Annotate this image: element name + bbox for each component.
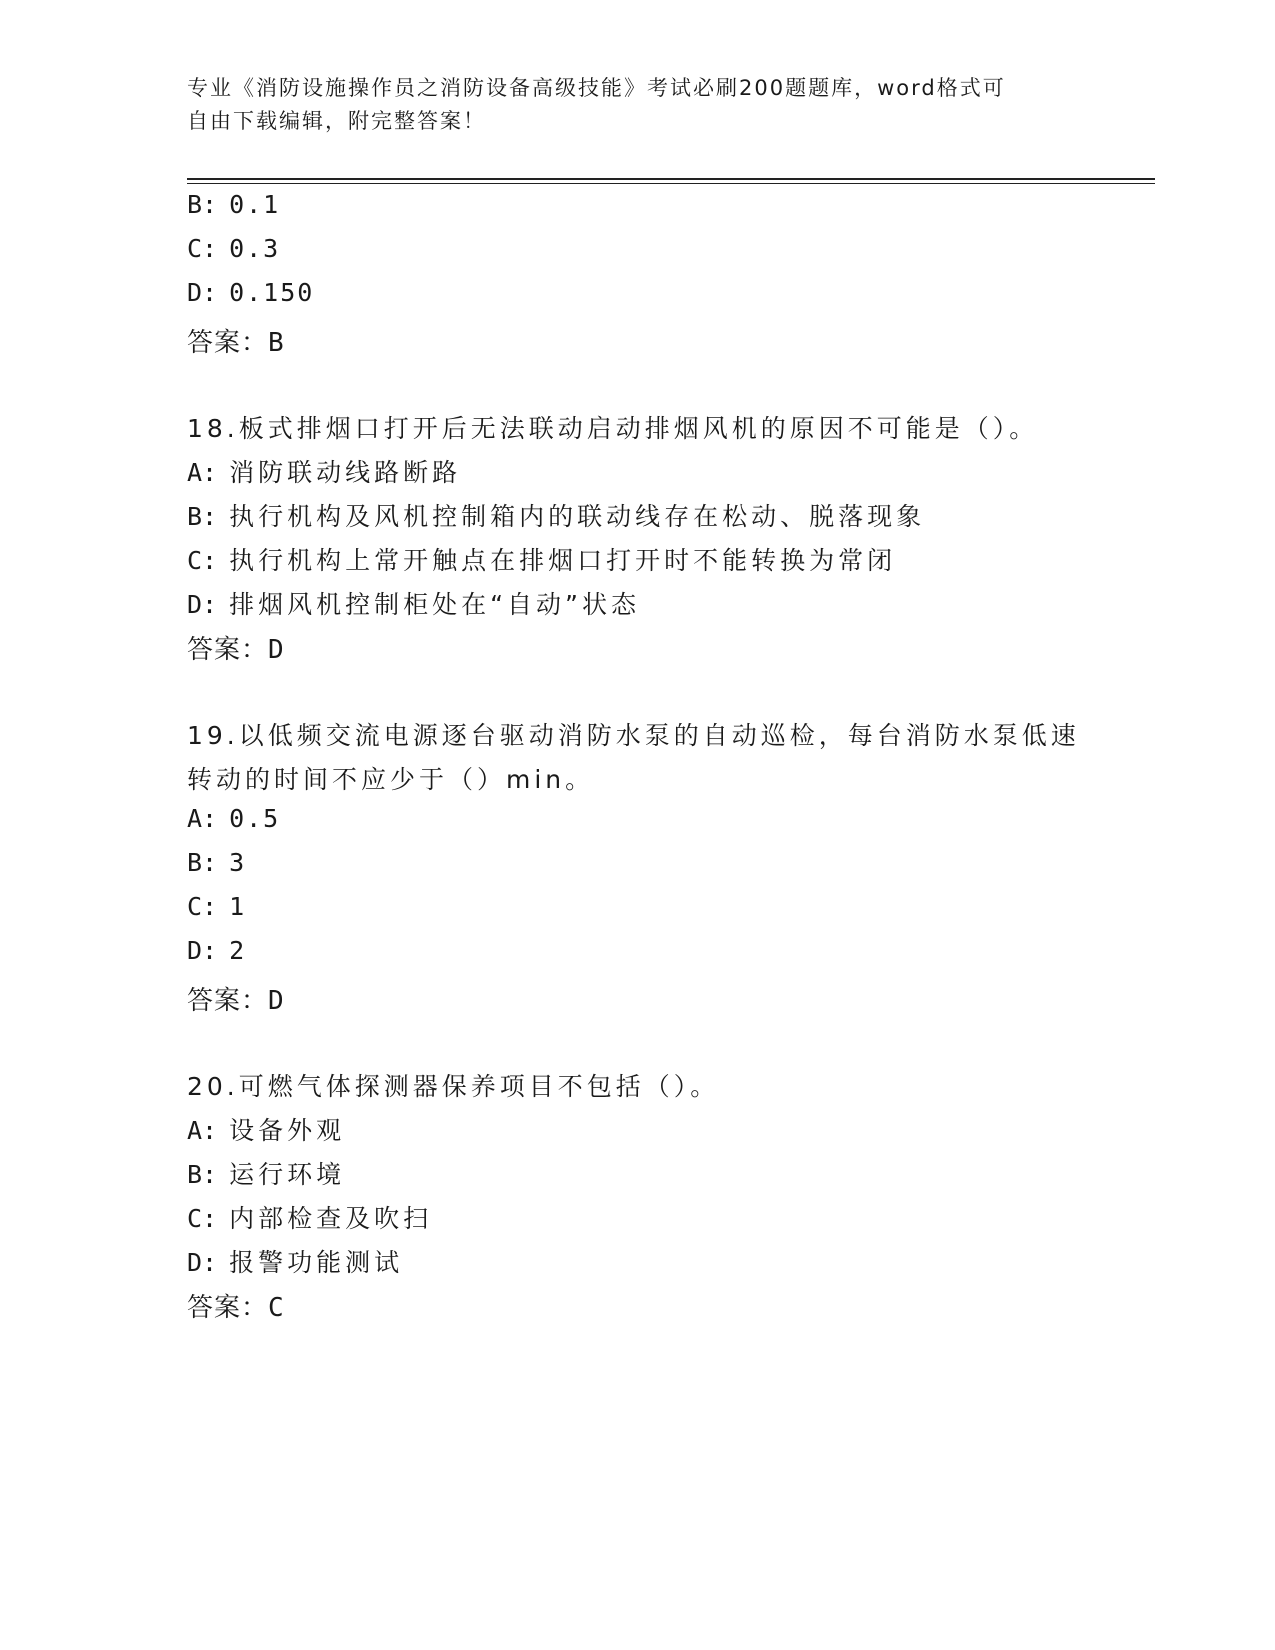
answer-label: 答案：: [187, 1293, 269, 1323]
option-text: 执行机构及风机控制箱内的联动线存在松动、脱落现象: [229, 502, 926, 531]
q19-stem-line-2: 转动的时间不应少于（）min。: [187, 765, 595, 794]
option-text: 运行环境: [229, 1160, 346, 1189]
option-label: B:: [187, 502, 218, 531]
option-label: A:: [187, 1116, 218, 1145]
option-label: B:: [187, 1160, 218, 1189]
option-text: 0.150: [229, 278, 315, 307]
q17-answer: [187, 322, 285, 359]
q20-option-c: [187, 1199, 432, 1235]
option-text: 2: [229, 936, 247, 965]
option-label: C:: [187, 1204, 218, 1233]
q19-answer: [187, 980, 285, 1017]
q18-option-c: [187, 541, 896, 577]
option-label: A:: [187, 804, 218, 833]
option-text: 排烟风机控制柜处在“自动”状态: [229, 590, 640, 619]
option-text: 执行机构上常开触点在排烟口打开时不能转换为常闭: [229, 546, 897, 575]
option-label: A:: [187, 458, 218, 487]
q18-option-d: [187, 585, 640, 621]
answer-label: 答案：: [187, 986, 269, 1016]
answer-value: B: [268, 328, 285, 358]
option-label: C:: [187, 546, 218, 575]
option-label: D:: [187, 590, 218, 619]
q18-answer: [187, 629, 285, 666]
q20-option-d: [187, 1243, 403, 1279]
header-rule-thick: [187, 178, 1155, 180]
q19-option-a: [187, 804, 280, 833]
answer-label: 答案：: [187, 635, 269, 665]
q20-answer: [187, 1287, 285, 1324]
q18-stem: 18.板式排烟口打开后无法联动启动排烟风机的原因不可能是（）。: [187, 414, 1039, 443]
q17-option-b: [187, 190, 280, 219]
header-line-1: 专业《消防设施操作员之消防设备高级技能》考试必刷200题题库，word格式可: [187, 76, 1006, 100]
option-text: 1: [229, 892, 247, 921]
q19-option-d: [187, 936, 246, 965]
option-text: 报警功能测试: [229, 1248, 404, 1277]
option-label: B:: [187, 190, 218, 219]
option-text: 设备外观: [229, 1116, 346, 1145]
header-line-2: 自由下载编辑，附完整答案！: [187, 109, 486, 133]
q18-option-a: [187, 453, 461, 489]
q18-option-b: [187, 497, 925, 533]
option-text: 内部检查及吹扫: [229, 1204, 433, 1233]
option-label: C:: [187, 892, 218, 921]
answer-value: C: [268, 1293, 285, 1323]
option-label: B:: [187, 848, 218, 877]
option-text: 0.1: [229, 190, 281, 219]
option-label: D:: [187, 1248, 218, 1277]
option-text: 0.3: [229, 234, 281, 263]
option-label: C:: [187, 234, 218, 263]
document-header: [187, 72, 1067, 138]
q17-option-d: [187, 278, 314, 307]
option-text: 0.5: [229, 804, 281, 833]
q20-option-a: [187, 1111, 345, 1147]
option-label: D:: [187, 278, 218, 307]
option-label: D:: [187, 936, 218, 965]
q20-stem: 20.可燃气体探测器保养项目不包括（）。: [187, 1072, 720, 1101]
q19-option-b: [187, 848, 246, 877]
answer-label: 答案：: [187, 328, 269, 358]
q20-option-b: [187, 1155, 345, 1191]
q19-stem-line-1: 19.以低频交流电源逐台驱动消防水泵的自动巡检，每台消防水泵低速: [187, 721, 1080, 750]
answer-value: D: [268, 635, 285, 665]
q17-option-c: [187, 234, 280, 263]
option-text: 消防联动线路断路: [229, 458, 462, 487]
q19-option-c: [187, 892, 246, 921]
header-rule-thin: [187, 183, 1155, 184]
option-text: 3: [229, 848, 247, 877]
answer-value: D: [268, 986, 285, 1016]
